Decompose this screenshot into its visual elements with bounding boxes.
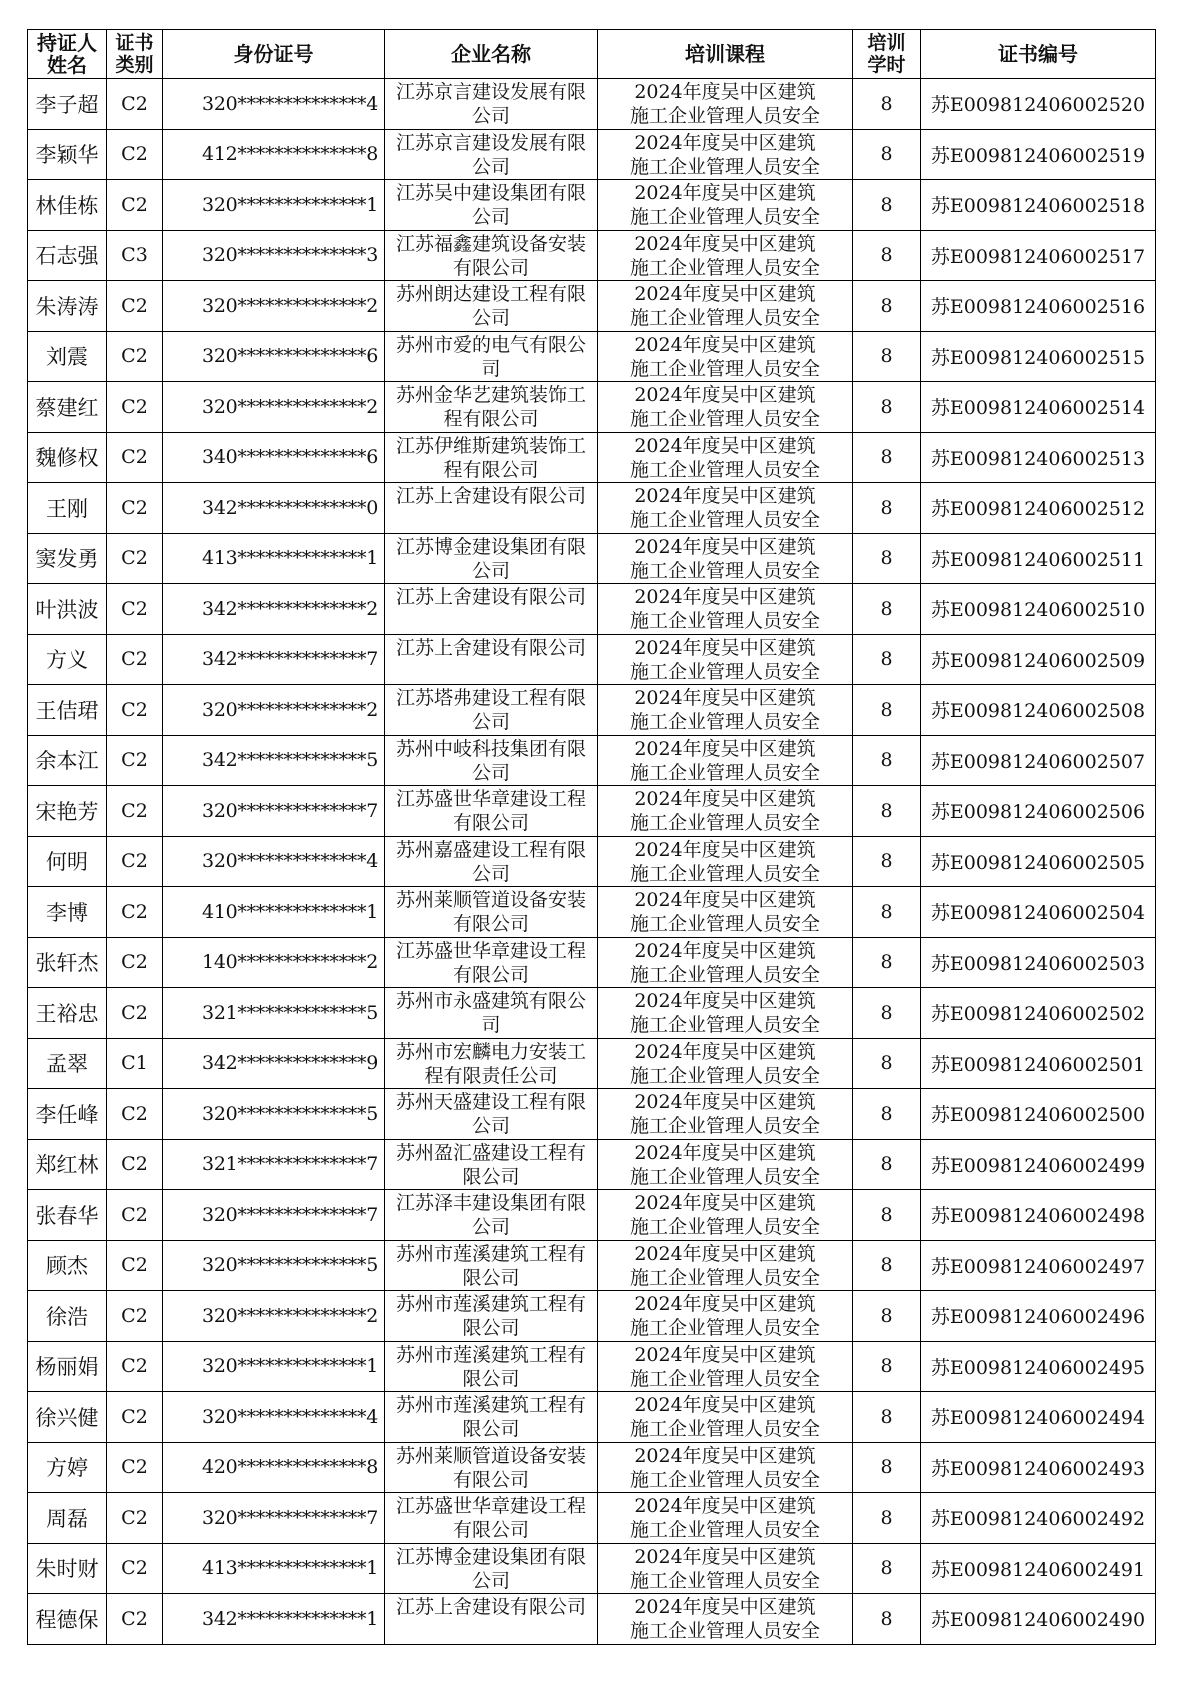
id-number: 320**************7 [163, 1190, 385, 1241]
table-row [28, 1190, 1156, 1241]
id-number: 420**************8 [163, 1442, 385, 1493]
table-row [28, 1341, 1156, 1392]
company-name: 江苏京言建设发展有限公司 [385, 129, 598, 180]
training-hours: 8 [853, 937, 921, 988]
cert-category: C2 [107, 180, 163, 231]
training-course: 2024年度吴中区建筑施工企业管理人员安全 [598, 483, 853, 534]
holder-name: 李博 [28, 887, 107, 938]
training-hours: 8 [853, 432, 921, 483]
id-number: 342**************1 [163, 1594, 385, 1645]
cert-category: C2 [107, 1291, 163, 1342]
training-hours: 8 [853, 1089, 921, 1140]
training-hours: 8 [853, 79, 921, 130]
header-hours: 培训 学时 [853, 30, 921, 79]
certificate-number: 苏E009812406002501 [921, 1038, 1156, 1089]
cert-category: C2 [107, 1442, 163, 1493]
training-hours: 8 [853, 533, 921, 584]
training-course: 2024年度吴中区建筑施工企业管理人员安全 [598, 129, 853, 180]
training-course: 2024年度吴中区建筑施工企业管理人员安全 [598, 685, 853, 736]
cert-category: C2 [107, 634, 163, 685]
cert-category: C2 [107, 887, 163, 938]
id-number: 320**************7 [163, 786, 385, 837]
table-row [28, 1038, 1156, 1089]
cert-category: C1 [107, 1038, 163, 1089]
company-name: 苏州市宏麟电力安装工程有限责任公司 [385, 1038, 598, 1089]
training-hours: 8 [853, 634, 921, 685]
cert-category: C2 [107, 1493, 163, 1544]
training-hours: 8 [853, 180, 921, 231]
id-number: 321**************5 [163, 988, 385, 1039]
table-row [28, 1089, 1156, 1140]
company-name: 苏州天盛建设工程有限公司 [385, 1089, 598, 1140]
id-number: 342**************2 [163, 584, 385, 635]
certificate-number: 苏E009812406002504 [921, 887, 1156, 938]
id-number: 320**************2 [163, 281, 385, 332]
id-number: 342**************7 [163, 634, 385, 685]
training-hours: 8 [853, 331, 921, 382]
holder-name: 周磊 [28, 1493, 107, 1544]
cert-category: C2 [107, 382, 163, 433]
certificate-number: 苏E009812406002515 [921, 331, 1156, 382]
table-row [28, 786, 1156, 837]
table-row [28, 1543, 1156, 1594]
training-course: 2024年度吴中区建筑施工企业管理人员安全 [598, 432, 853, 483]
table-row [28, 432, 1156, 483]
company-name: 苏州中岐科技集团有限公司 [385, 735, 598, 786]
table-row [28, 1240, 1156, 1291]
table-row [28, 988, 1156, 1039]
cert-category: C2 [107, 988, 163, 1039]
training-course: 2024年度吴中区建筑施工企业管理人员安全 [598, 887, 853, 938]
holder-name: 何明 [28, 836, 107, 887]
cert-category: C2 [107, 432, 163, 483]
company-name: 苏州朗达建设工程有限公司 [385, 281, 598, 332]
certificate-table-sheet [27, 29, 1155, 1645]
certificate-number: 苏E009812406002492 [921, 1493, 1156, 1544]
training-course: 2024年度吴中区建筑施工企业管理人员安全 [598, 988, 853, 1039]
certificate-number: 苏E009812406002490 [921, 1594, 1156, 1645]
header-company: 企业名称 [385, 30, 598, 79]
id-number: 320**************4 [163, 79, 385, 130]
id-number: 340**************6 [163, 432, 385, 483]
certificate-number: 苏E009812406002513 [921, 432, 1156, 483]
table-row [28, 685, 1156, 736]
table-row [28, 129, 1156, 180]
company-name: 江苏塔弗建设工程有限公司 [385, 685, 598, 736]
certificate-number: 苏E009812406002493 [921, 1442, 1156, 1493]
certificate-number: 苏E009812406002516 [921, 281, 1156, 332]
id-number: 412**************8 [163, 129, 385, 180]
id-number: 342**************0 [163, 483, 385, 534]
header-name: 持证人 姓名 [28, 30, 107, 79]
holder-name: 刘震 [28, 331, 107, 382]
company-name: 江苏博金建设集团有限公司 [385, 533, 598, 584]
holder-name: 王佶珺 [28, 685, 107, 736]
training-hours: 8 [853, 988, 921, 1039]
cert-category: C2 [107, 129, 163, 180]
training-course: 2024年度吴中区建筑施工企业管理人员安全 [598, 1291, 853, 1342]
id-number: 320**************4 [163, 1392, 385, 1443]
training-hours: 8 [853, 281, 921, 332]
training-course: 2024年度吴中区建筑施工企业管理人员安全 [598, 79, 853, 130]
id-number: 320**************1 [163, 180, 385, 231]
holder-name: 李颖华 [28, 129, 107, 180]
table-row [28, 584, 1156, 635]
cert-category: C2 [107, 735, 163, 786]
certificate-number: 苏E009812406002503 [921, 937, 1156, 988]
training-course: 2024年度吴中区建筑施工企业管理人员安全 [598, 230, 853, 281]
training-course: 2024年度吴中区建筑施工企业管理人员安全 [598, 331, 853, 382]
company-name: 苏州盈汇盛建设工程有限公司 [385, 1139, 598, 1190]
holder-name: 徐兴健 [28, 1392, 107, 1443]
id-number: 320**************2 [163, 382, 385, 433]
training-course: 2024年度吴中区建筑施工企业管理人员安全 [598, 836, 853, 887]
training-course: 2024年度吴中区建筑施工企业管理人员安全 [598, 937, 853, 988]
certificate-number: 苏E009812406002495 [921, 1341, 1156, 1392]
training-course: 2024年度吴中区建筑施工企业管理人员安全 [598, 382, 853, 433]
training-course: 2024年度吴中区建筑施工企业管理人员安全 [598, 1594, 853, 1645]
holder-name: 余本江 [28, 735, 107, 786]
table-row [28, 1594, 1156, 1645]
header-cert-no: 证书编号 [921, 30, 1156, 79]
table-row [28, 1291, 1156, 1342]
cert-category: C2 [107, 1190, 163, 1241]
holder-name: 张轩杰 [28, 937, 107, 988]
holder-name: 叶洪波 [28, 584, 107, 635]
certificate-number: 苏E009812406002502 [921, 988, 1156, 1039]
cert-category: C2 [107, 584, 163, 635]
training-hours: 8 [853, 382, 921, 433]
training-course: 2024年度吴中区建筑施工企业管理人员安全 [598, 1089, 853, 1140]
company-name: 江苏上舍建设有限公司 [385, 1594, 598, 1645]
id-number: 413**************1 [163, 1543, 385, 1594]
company-name: 江苏伊维斯建筑装饰工程有限公司 [385, 432, 598, 483]
holder-name: 魏修权 [28, 432, 107, 483]
training-course: 2024年度吴中区建筑施工企业管理人员安全 [598, 735, 853, 786]
company-name: 苏州莱顺管道设备安装有限公司 [385, 1442, 598, 1493]
table-row [28, 1442, 1156, 1493]
certificate-number: 苏E009812406002508 [921, 685, 1156, 736]
holder-name: 孟翠 [28, 1038, 107, 1089]
training-hours: 8 [853, 1341, 921, 1392]
training-course: 2024年度吴中区建筑施工企业管理人员安全 [598, 1139, 853, 1190]
certificate-number: 苏E009812406002505 [921, 836, 1156, 887]
training-course: 2024年度吴中区建筑施工企业管理人员安全 [598, 180, 853, 231]
table-row [28, 1392, 1156, 1443]
cert-category: C2 [107, 1392, 163, 1443]
training-hours: 8 [853, 1291, 921, 1342]
certificate-number: 苏E009812406002519 [921, 129, 1156, 180]
company-name: 江苏福鑫建筑设备安装有限公司 [385, 230, 598, 281]
id-number: 342**************5 [163, 735, 385, 786]
cert-category: C2 [107, 786, 163, 837]
training-hours: 8 [853, 1139, 921, 1190]
company-name: 苏州市莲溪建筑工程有限公司 [385, 1341, 598, 1392]
company-name: 苏州市永盛建筑有限公司 [385, 988, 598, 1039]
cert-category: C2 [107, 331, 163, 382]
certificate-number: 苏E009812406002511 [921, 533, 1156, 584]
holder-name: 方义 [28, 634, 107, 685]
table-row [28, 79, 1156, 130]
company-name: 江苏京言建设发展有限公司 [385, 79, 598, 130]
company-name: 江苏博金建设集团有限公司 [385, 1543, 598, 1594]
table-row [28, 483, 1156, 534]
training-course: 2024年度吴中区建筑施工企业管理人员安全 [598, 1493, 853, 1544]
cert-category: C2 [107, 1543, 163, 1594]
table-row [28, 1139, 1156, 1190]
certificate-number: 苏E009812406002494 [921, 1392, 1156, 1443]
training-course: 2024年度吴中区建筑施工企业管理人员安全 [598, 1038, 853, 1089]
training-hours: 8 [853, 1240, 921, 1291]
training-hours: 8 [853, 584, 921, 635]
cert-category: C2 [107, 685, 163, 736]
certificate-number: 苏E009812406002498 [921, 1190, 1156, 1241]
holder-name: 徐浩 [28, 1291, 107, 1342]
cert-category: C2 [107, 1240, 163, 1291]
company-name: 江苏盛世华章建设工程有限公司 [385, 1493, 598, 1544]
company-name: 苏州市莲溪建筑工程有限公司 [385, 1240, 598, 1291]
cert-category: C2 [107, 836, 163, 887]
id-number: 413**************1 [163, 533, 385, 584]
training-course: 2024年度吴中区建筑施工企业管理人员安全 [598, 1240, 853, 1291]
header-id-number: 身份证号 [163, 30, 385, 79]
training-course: 2024年度吴中区建筑施工企业管理人员安全 [598, 281, 853, 332]
training-course: 2024年度吴中区建筑施工企业管理人员安全 [598, 1543, 853, 1594]
company-name: 江苏吴中建设集团有限公司 [385, 180, 598, 231]
id-number: 410**************1 [163, 887, 385, 938]
company-name: 苏州市莲溪建筑工程有限公司 [385, 1392, 598, 1443]
company-name: 江苏上舍建设有限公司 [385, 483, 598, 534]
holder-name: 蔡建红 [28, 382, 107, 433]
cert-category: C2 [107, 1594, 163, 1645]
certificate-number: 苏E009812406002514 [921, 382, 1156, 433]
id-number: 320**************2 [163, 1291, 385, 1342]
id-number: 342**************9 [163, 1038, 385, 1089]
cert-category: C2 [107, 79, 163, 130]
certificate-number: 苏E009812406002510 [921, 584, 1156, 635]
cert-category: C2 [107, 483, 163, 534]
id-number: 320**************2 [163, 685, 385, 736]
certificate-number: 苏E009812406002518 [921, 180, 1156, 231]
table-row [28, 634, 1156, 685]
holder-name: 方婷 [28, 1442, 107, 1493]
holder-name: 窦发勇 [28, 533, 107, 584]
table-row [28, 331, 1156, 382]
table-row [28, 281, 1156, 332]
company-name: 江苏上舍建设有限公司 [385, 634, 598, 685]
cert-category: C2 [107, 1139, 163, 1190]
certificate-number: 苏E009812406002512 [921, 483, 1156, 534]
id-number: 321**************7 [163, 1139, 385, 1190]
certificate-table [27, 29, 1156, 1645]
holder-name: 朱时财 [28, 1543, 107, 1594]
holder-name: 程德保 [28, 1594, 107, 1645]
cert-category: C2 [107, 281, 163, 332]
cert-category: C2 [107, 1341, 163, 1392]
holder-name: 林佳栋 [28, 180, 107, 231]
training-hours: 8 [853, 836, 921, 887]
holder-name: 宋艳芳 [28, 786, 107, 837]
holder-name: 顾杰 [28, 1240, 107, 1291]
id-number: 320**************4 [163, 836, 385, 887]
table-row [28, 533, 1156, 584]
id-number: 320**************3 [163, 230, 385, 281]
training-hours: 8 [853, 685, 921, 736]
training-course: 2024年度吴中区建筑施工企业管理人员安全 [598, 634, 853, 685]
company-name: 苏州市莲溪建筑工程有限公司 [385, 1291, 598, 1342]
training-hours: 8 [853, 1543, 921, 1594]
training-hours: 8 [853, 1594, 921, 1645]
training-hours: 8 [853, 1190, 921, 1241]
table-row [28, 836, 1156, 887]
table-row [28, 180, 1156, 231]
company-name: 苏州金华艺建筑装饰工程有限公司 [385, 382, 598, 433]
cert-category: C2 [107, 1089, 163, 1140]
training-hours: 8 [853, 1493, 921, 1544]
training-hours: 8 [853, 483, 921, 534]
certificate-number: 苏E009812406002497 [921, 1240, 1156, 1291]
table-row [28, 887, 1156, 938]
id-number: 320**************5 [163, 1089, 385, 1140]
company-name: 江苏泽丰建设集团有限公司 [385, 1190, 598, 1241]
certificate-number: 苏E009812406002506 [921, 786, 1156, 837]
holder-name: 郑红林 [28, 1139, 107, 1190]
id-number: 320**************6 [163, 331, 385, 382]
company-name: 江苏盛世华章建设工程有限公司 [385, 937, 598, 988]
holder-name: 石志强 [28, 230, 107, 281]
certificate-number: 苏E009812406002509 [921, 634, 1156, 685]
cert-category: C2 [107, 937, 163, 988]
id-number: 140**************2 [163, 937, 385, 988]
training-hours: 8 [853, 129, 921, 180]
certificate-number: 苏E009812406002491 [921, 1543, 1156, 1594]
holder-name: 张春华 [28, 1190, 107, 1241]
company-name: 苏州莱顺管道设备安装有限公司 [385, 887, 598, 938]
id-number: 320**************7 [163, 1493, 385, 1544]
company-name: 苏州嘉盛建设工程有限公司 [385, 836, 598, 887]
company-name: 苏州市爱的电气有限公司 [385, 331, 598, 382]
training-hours: 8 [853, 735, 921, 786]
training-hours: 8 [853, 1392, 921, 1443]
training-course: 2024年度吴中区建筑施工企业管理人员安全 [598, 1442, 853, 1493]
company-name: 江苏盛世华章建设工程有限公司 [385, 786, 598, 837]
certificate-number: 苏E009812406002517 [921, 230, 1156, 281]
certificate-number: 苏E009812406002520 [921, 79, 1156, 130]
training-hours: 8 [853, 786, 921, 837]
holder-name: 李任峰 [28, 1089, 107, 1140]
certificate-number: 苏E009812406002500 [921, 1089, 1156, 1140]
holder-name: 王刚 [28, 483, 107, 534]
table-row [28, 735, 1156, 786]
header-category: 证书 类别 [107, 30, 163, 79]
certificate-number: 苏E009812406002496 [921, 1291, 1156, 1342]
training-course: 2024年度吴中区建筑施工企业管理人员安全 [598, 1341, 853, 1392]
cert-category: C2 [107, 533, 163, 584]
table-row [28, 382, 1156, 433]
training-hours: 8 [853, 1038, 921, 1089]
table-row [28, 230, 1156, 281]
training-hours: 8 [853, 887, 921, 938]
holder-name: 王裕忠 [28, 988, 107, 1039]
training-hours: 8 [853, 230, 921, 281]
certificate-number: 苏E009812406002499 [921, 1139, 1156, 1190]
training-course: 2024年度吴中区建筑施工企业管理人员安全 [598, 1190, 853, 1241]
holder-name: 杨丽娟 [28, 1341, 107, 1392]
certificate-number: 苏E009812406002507 [921, 735, 1156, 786]
training-course: 2024年度吴中区建筑施工企业管理人员安全 [598, 786, 853, 837]
id-number: 320**************5 [163, 1240, 385, 1291]
table-row [28, 1493, 1156, 1544]
cert-category: C3 [107, 230, 163, 281]
training-course: 2024年度吴中区建筑施工企业管理人员安全 [598, 584, 853, 635]
holder-name: 李子超 [28, 79, 107, 130]
table-header-row [28, 30, 1156, 79]
training-hours: 8 [853, 1442, 921, 1493]
company-name: 江苏上舍建设有限公司 [385, 584, 598, 635]
holder-name: 朱涛涛 [28, 281, 107, 332]
id-number: 320**************1 [163, 1341, 385, 1392]
header-course: 培训课程 [598, 30, 853, 79]
training-course: 2024年度吴中区建筑施工企业管理人员安全 [598, 533, 853, 584]
table-row [28, 937, 1156, 988]
training-course: 2024年度吴中区建筑施工企业管理人员安全 [598, 1392, 853, 1443]
